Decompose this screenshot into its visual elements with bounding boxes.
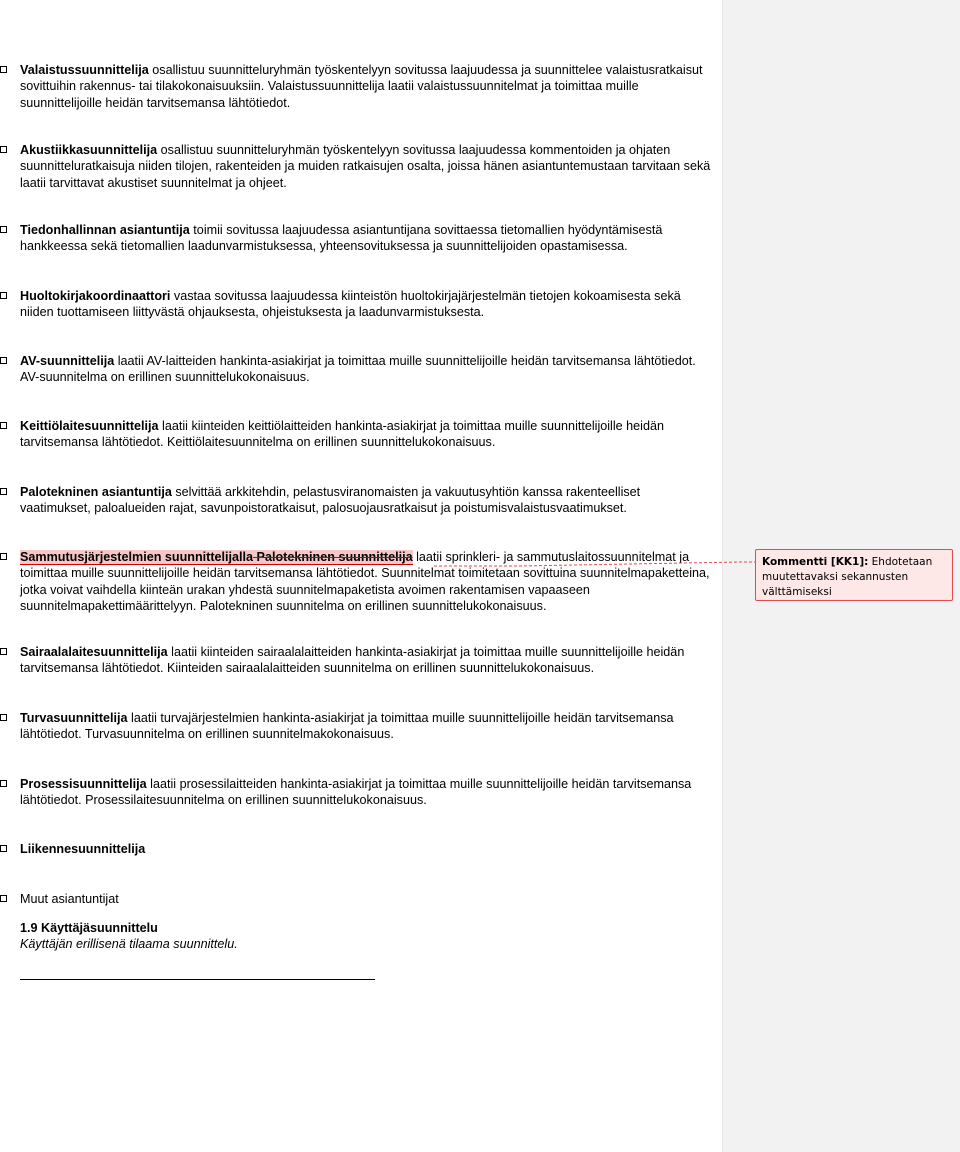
list-item — [0, 776, 712, 809]
role-term: Palotekninen asiantuntija — [20, 485, 172, 499]
list-item — [0, 62, 712, 111]
role-description: osallistuu suunnitteluryhmän työskentelyyn sovitussa laajuudessa ja suunnittelee valaistusratkaisut sovittuihin rakennus- tai tilakokonaisuuksiin. Valaistussuunnittelija laatii valaistussuunnitelmat ja toimittaa muille suunnittelijoille heidän tarvitsemansa lähtötiedot. — [20, 63, 703, 110]
list-item-text[interactable] — [20, 62, 712, 111]
role-description: laatii kiinteiden sairaalalaitteiden hankinta-asiakirjat ja toimittaa muille suunnittelijoille heidän tarvitsemansa lähtötiedot. Kiinteiden sairaalalaitteiden suunnitelma on erillinen suunnittelukokonaisuus. — [20, 645, 685, 676]
role-description: laatii AV-laitteiden hankinta-asiakirjat ja toimittaa muille suunnittelijoille heidän tarvitsemansa lähtötiedot. AV-suunnitelma on erillinen suunnittelukokonaisuus. — [20, 354, 696, 385]
checkbox-bullet-icon — [0, 895, 7, 902]
role-term: Sairaalalaitesuunnittelija — [20, 645, 168, 659]
list-item — [0, 142, 712, 191]
role-description: laatii prosessilaitteiden hankinta-asiakirjat ja toimittaa muille suunnittelijoille heidän tarvitsemansa lähtötiedot. Prosessilaitesuunnitelma on erillinen suunnittelukokonaisuus. — [20, 777, 692, 808]
section-note[interactable]: Käyttäjän erillisenä tilaama suunnittelu. — [20, 937, 238, 952]
role-term: Keittiölaitesuunnittelija — [20, 419, 159, 433]
checkbox-bullet-icon — [0, 714, 7, 721]
list-item — [0, 841, 712, 857]
role-description: Muut asiantuntijat — [20, 892, 119, 906]
list-item — [0, 484, 712, 517]
role-term: Akustiikkasuunnittelija — [20, 143, 158, 157]
role-description: osallistuu suunnitteluryhmän työskentelyyn sovitussa laajuudessa kommentoiden ja ohjaten suunnitteluratkaisuja niiden tilojen, rakenteiden ja muiden ratkaisujen osalta, joissa hänen asiantuntemustaan tarvitaan sekä laatii tarvittavat akustiset suunnitelmat ja ohjeet. — [20, 143, 711, 190]
list-item — [0, 353, 712, 386]
comment-author: Kommentti [KK1]: — [762, 556, 869, 568]
list-item-text[interactable] — [20, 353, 712, 386]
role-term: AV-suunnittelija — [20, 354, 115, 368]
checkbox-bullet-icon — [0, 146, 7, 153]
role-term: Huoltokirjakoordinaattori — [20, 289, 171, 303]
role-description: laatii turvajärjestelmien hankinta-asiakirjat ja toimittaa muille suunnittelijoille heidän tarvitsemansa lähtötiedot. Turvasuunnitelma on erillinen suunnitelmakokonaisuus. — [20, 711, 674, 742]
role-term: Valaistussuunnittelija — [20, 63, 149, 77]
checkbox-bullet-icon — [0, 648, 7, 655]
list-item-text[interactable] — [20, 644, 712, 677]
list-item-text[interactable] — [20, 776, 712, 809]
list-item-text[interactable] — [20, 418, 712, 451]
list-item — [0, 222, 712, 255]
role-term: Liikennesuunnittelija — [20, 842, 146, 856]
checkbox-bullet-icon — [0, 553, 7, 560]
list-item-text[interactable] — [20, 549, 712, 615]
role-description: laatii sprinkleri- ja sammutuslaitossuunnitelmat ja toimittaa muille suunnittelijoille heidän tarvitsemansa lähtötiedot. Suunnitelmat toimitetaan sovittuina suunnitelmapaketteina, jotka voivat vaihdella kiinteän urakan yhdestä suunnitelmapaketista avoimen rakentamisen vapaaseen suunnitelmapakettimäärittelyyn. Palotekninen suunnitelma on erillinen suunnittelukokonaisuus. — [20, 550, 710, 614]
inserted-term: Sammutusjärjestelmien suunnittelijalla — [20, 550, 254, 564]
list-item — [0, 891, 712, 907]
checkbox-bullet-icon — [0, 357, 7, 364]
role-term: Prosessisuunnittelija — [20, 777, 147, 791]
list-item-text[interactable] — [20, 222, 712, 255]
list-item-text[interactable] — [20, 288, 712, 321]
list-item-text[interactable] — [20, 841, 712, 857]
list-item-text[interactable] — [20, 484, 712, 517]
list-item-tracked-change — [0, 549, 712, 615]
checkbox-bullet-icon — [0, 780, 7, 787]
list-item-text[interactable] — [20, 142, 712, 191]
checkbox-bullet-icon — [0, 292, 7, 299]
list-item-text[interactable] — [20, 891, 712, 907]
role-description: toimii sovitussa laajuudessa asiantuntijana sovittaessa tietomallien hyödyntämisestä hankkeessa sekä tietomallien laadunvarmistuksessa, yhteensovituksessa ja suunnittelijoiden opastamisessa. — [20, 223, 663, 254]
section-heading[interactable]: 1.9 Käyttäjäsuunnittelu — [20, 921, 158, 935]
deleted-term: Palotekninen suunnittelija — [253, 550, 413, 564]
checkbox-bullet-icon — [0, 845, 7, 852]
role-term: Turvasuunnittelija — [20, 711, 128, 725]
footnote-separator — [20, 979, 375, 980]
checkbox-bullet-icon — [0, 226, 7, 233]
section-heading-block — [20, 920, 238, 953]
checkbox-bullet-icon — [0, 488, 7, 495]
list-item — [0, 644, 712, 677]
comment-text: Ehdotetaan muutettavaksi sekannusten välttämiseksi — [762, 556, 933, 598]
checkbox-bullet-icon — [0, 66, 7, 73]
list-item — [0, 418, 712, 451]
role-description: selvittää arkkitehdin, pelastusviranomaisten ja vakuutusyhtiön kanssa rakenteelliset vaatimukset, paloalueiden rajat, savunpoistoratkaisut, palosuojausratkaisut ja poistumisvalaistusvaatimukset. — [20, 485, 641, 516]
tracked-change-highlight[interactable] — [20, 550, 413, 565]
role-term: Tiedonhallinnan asiantuntija — [20, 223, 190, 237]
list-item — [0, 288, 712, 321]
checkbox-bullet-icon — [0, 422, 7, 429]
comment-balloon[interactable] — [755, 549, 953, 601]
list-item — [0, 710, 712, 743]
role-description: vastaa sovitussa laajuudessa kiinteistön huoltokirjajärjestelmän tietojen kokoamisesta sekä niiden tuottamiseen liittyvästä ohjauksesta, ohjeistuksesta ja laadunvarmistuksesta. — [20, 289, 681, 320]
list-item-text[interactable] — [20, 710, 712, 743]
role-description: laatii kiinteiden keittiölaitteiden hankinta-asiakirjat ja toimittaa muille suunnittelijoille heidän tarvitsemansa lähtötiedot. Keittiölaitesuunnitelma on erillinen suunnittelukokonaisuus. — [20, 419, 664, 450]
